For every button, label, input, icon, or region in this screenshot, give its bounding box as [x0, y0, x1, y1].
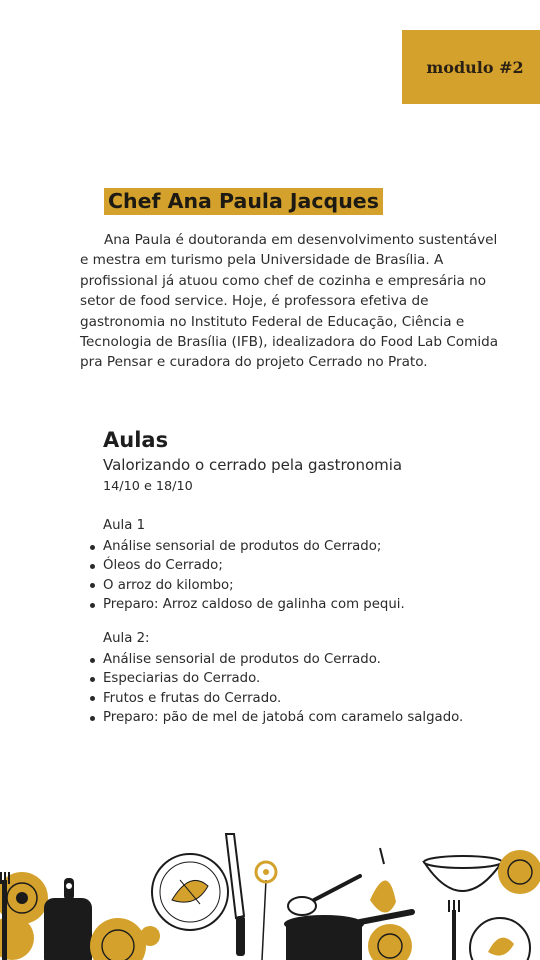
classes-title: Aulas: [103, 428, 169, 452]
list-item: Frutos e frutas do Cerrado.: [103, 689, 463, 708]
kitchen-illustration: [0, 820, 540, 960]
list-item: Preparo: pão de mel de jatobá com caramelo salgado.: [103, 708, 463, 727]
chef-bio: [80, 230, 500, 373]
list-item: Especiarias do Cerrado.: [103, 669, 463, 688]
plate-icon: [470, 918, 530, 960]
list-item: Preparo: Arroz caldoso de galinha com pequi.: [103, 595, 405, 614]
pequi-fruit-icon: [498, 850, 540, 894]
chef-name-heading: Chef Ana Paula Jacques: [104, 188, 383, 215]
lesson-1: [103, 516, 405, 615]
list-item: Análise sensorial de produtos do Cerrado;: [103, 537, 405, 556]
lesson-topic-list: [103, 650, 463, 728]
lesson-label: Aula 1: [103, 518, 146, 533]
fork-icon: [448, 900, 460, 960]
course-dates: 14/10 e 18/10: [103, 479, 193, 494]
chef-bio-text: Ana Paula é doutoranda em desenvolvimento sustentável e mestra em turismo pela Universidade de Brasília. A profissional já atuou como chef de cozinha e empresária no setor de food service. Hoje, é professora efetiva de gastronomia no Instituto Federal de Educação, Ciência e Tecnologia de Brasília (IFB), idealizadora do Food Lab Comida pra Pensar e curadora do projeto Cerrado no Prato.: [80, 232, 499, 371]
flower-icon: [256, 862, 276, 960]
lesson-2: [103, 629, 463, 728]
bowl-icon: [424, 856, 502, 891]
plate-icon: [152, 854, 228, 930]
lesson-topic-list: [103, 537, 405, 615]
pequi-fruit-icon: [90, 918, 160, 960]
pepper-icon: [370, 848, 396, 913]
course-title: Valorizando o cerrado pela gastronomia: [103, 456, 403, 474]
module-label: modulo #2: [426, 57, 524, 77]
spoon-icon: [288, 876, 360, 915]
cutting-board-icon: [44, 878, 92, 960]
pequi-fruit-icon: [368, 924, 412, 960]
list-item: Óleos do Cerrado;: [103, 556, 405, 575]
pequi-fruit-icon: [0, 872, 48, 960]
module-badge: [402, 30, 540, 104]
list-item: Análise sensorial de produtos do Cerrado.: [103, 650, 463, 669]
list-item: O arroz do kilombo;: [103, 576, 405, 595]
lesson-label: Aula 2:: [103, 631, 150, 646]
